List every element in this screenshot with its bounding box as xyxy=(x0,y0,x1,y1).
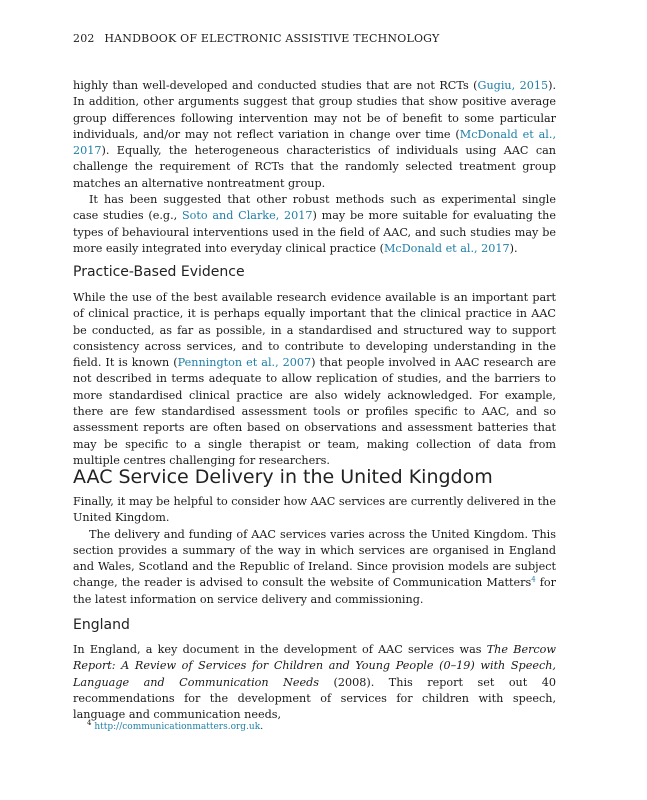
citation-link[interactable]: McDonald et al., 2017 xyxy=(383,241,510,255)
text-run: It has been suggested that other robust methods such as experimental single case studies (e.g., xyxy=(73,193,556,223)
text-run: The delivery and funding of AAC services varies across the United Kingdom. This section provides a summary of the way in which services are organised in England and Wales, Scotland and the Republic of Ireland. Since provision models are subject change, the reader is advised to consult the website of Communication Matters xyxy=(73,527,556,590)
body-section-2 xyxy=(73,290,556,469)
paragraph xyxy=(73,192,556,257)
citation-link[interactable]: Gugiu, 2015 xyxy=(477,79,549,92)
text-run: highly than well-developed and conducted studies that are not RCTs ( xyxy=(73,79,478,92)
paragraph xyxy=(73,78,556,192)
footnote-marker[interactable]: 4 xyxy=(531,575,536,584)
citation-link[interactable]: McDonald et al., 2017 xyxy=(73,127,556,158)
section-heading-practice-based-evidence: Practice-Based Evidence xyxy=(73,264,245,280)
report-title: The Bercow Report: A Review of Services for Children and Young People (0–19) with Speech, Language and Communication Needs xyxy=(73,643,556,689)
body-section-1 xyxy=(73,78,556,257)
text-run: ). In addition, other arguments suggest that group studies that show positive average group differences following intervention may not be of benefit to some particular individuals, and/or may not reflect variation in change over time ( xyxy=(73,79,556,141)
text-run: ) may be more suitable for evaluating the types of behavioural interventions used in the field of AAC, and such studies may be more easily integrated into everyday clinical practice ( xyxy=(73,209,556,255)
paragraph xyxy=(73,642,556,723)
text-run: for the latest information on service delivery and commissioning. xyxy=(73,576,556,606)
text-run: In England, a key document in the development of AAC services was xyxy=(73,643,487,656)
citation-link[interactable]: Pennington et al., 2007 xyxy=(177,356,312,370)
footnote xyxy=(87,719,264,732)
text-run: ). xyxy=(509,241,518,255)
paragraph: Finally, it may be helpful to consider how AAC services are currently delivered in the United Kingdom. xyxy=(73,495,556,525)
page-number: 202 xyxy=(73,32,95,45)
footnote-period: . xyxy=(260,722,264,732)
footnote-number: 4 xyxy=(87,719,92,727)
paragraph xyxy=(73,527,556,608)
running-head xyxy=(73,32,439,45)
section-heading-england: England xyxy=(73,617,130,633)
chapter-heading-service-delivery: AAC Service Delivery in the United Kingdom xyxy=(73,466,493,488)
text-run: While the use of the best available research evidence available is an important part of clinical practice, it is perhaps equally important that the clinical practice in AAC be conducted, as far as possible, in a standardised and structured way to support consistency across services, and to contribute to developing understanding in the field. It is known ( xyxy=(73,291,556,370)
book-title: HANDBOOK OF ELECTRONIC ASSISTIVE TECHNOLOGY xyxy=(104,32,440,45)
body-section-3 xyxy=(73,494,556,608)
text-run: (2008). This report set out 40 recommendations for the development of services for children with speech, language and communication needs, xyxy=(73,675,556,722)
text-run: ) that people involved in AAC research are not described in terms adequate to allow replication of studies, and the barriers to more standardised clinical practice are also widely acknowledged. For example, there are few standardised assessment tools or profiles specific to AAC, and so assessment reports are often based on observations and assessment batteries that may be specific to a single therapist or team, making collection of data from multiple centres challenging for researchers. xyxy=(73,356,556,467)
citation-link[interactable]: Soto and Clarke, 2017 xyxy=(181,209,313,223)
paragraph xyxy=(73,290,556,469)
body-section-4 xyxy=(73,642,556,723)
text-run: ). Equally, the heterogeneous characteristics of individuals using AAC can challenge the requirement of RCTs that the randomly selected treatment group matches an alternative nontreatment group. xyxy=(73,144,556,190)
footnote-url-link[interactable]: http://communicationmatters.org.uk xyxy=(94,722,261,732)
